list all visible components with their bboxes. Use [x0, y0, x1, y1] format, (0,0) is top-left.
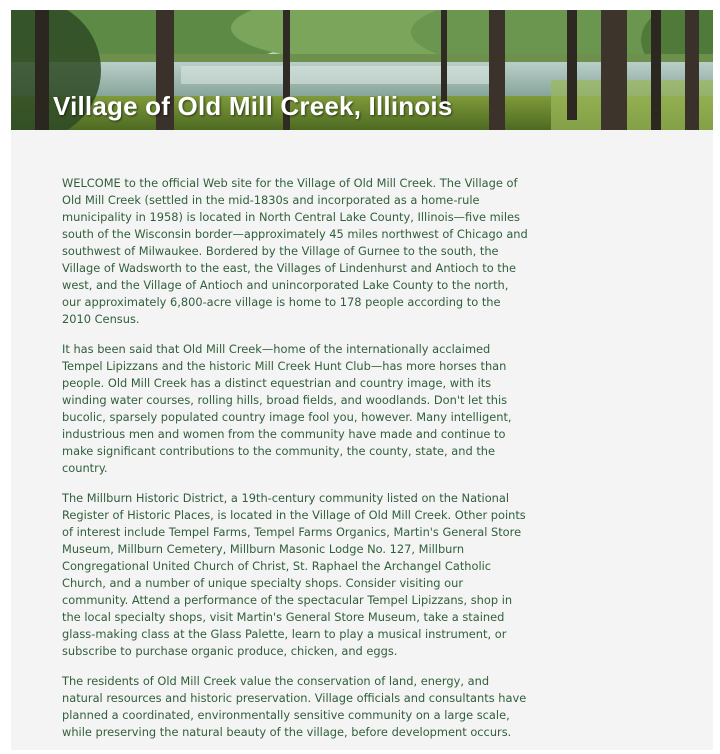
- welcome-paragraph: WELCOME to the official Web site for the Village of Old Mill Creek. The Village of Old Mill Creek (settled in the mid-1830s and incorporated as a home-rule municipality in 1958) is located in North Central Lake County, Illinois—five miles south of the Wisconsin border—approximately 45 miles northwest of Chicago and southwest of Milwaukee. Bordered by the Village of Gurnee to the south, the Village of Wadsworth to the east, the Villages of Lindenhurst and Antioch to the west, and the Village of Antioch and unincorporated Lake County to the north, our approximately 6,800-acre village is home to 178 people according to the 2010 Census.: [62, 176, 528, 326]
- main-content: [62, 175, 528, 754]
- header-banner: [11, 10, 713, 130]
- site-title: Village of Old Mill Creek, Illinois: [53, 91, 453, 121]
- historic-district-paragraph: The Millburn Historic District, a 19th-century community listed on the National Register of Historic Places, is located in the Village of Old Mill Creek. Other points of interest include Tempel Farms, Tempel Farms Organics, Martin's General Store Museum, Millburn Cemetery, Millburn Masonic Lodge No. 127, Millburn Congregational United Church of Christ, St. Raphael the Archangel Catholic Church, and a number of unique specialty shops. Consider visiting our community. Attend a performance of the spectacular Tempel Lipizzans, shop in the local specialty shops, visit Martin's General Store Museum, take a stained glass-making class at the Glass Palette, learn to play a musical instrument, or subscribe to purchase organic produce, chicken, and eggs.: [62, 491, 526, 658]
- page-frame: [11, 10, 713, 750]
- conservation-paragraph: The residents of Old Mill Creek value the conservation of land, energy, and natural resources and historic preservation. Village officials and consultants have planned a coordinated, environmentally sensitive community on a large scale, while preserving the natural beauty of the village, before development occurs.: [62, 674, 527, 739]
- horses-paragraph: It has been said that Old Mill Creek—home of the internationally acclaimed Tempel Lipizzans and the historic Mill Creek Hunt Club—has more horses than people. Old Mill Creek has a distinct equestrian and country image, with its winding water courses, rolling hills, broad fields, and woodlands. Don't let this bucolic, sparsely populated country image fool you, however. Many intelligent, industrious men and women from the community have made and continue to make significant contributions to the community, the county, state, and the country.: [62, 342, 512, 475]
